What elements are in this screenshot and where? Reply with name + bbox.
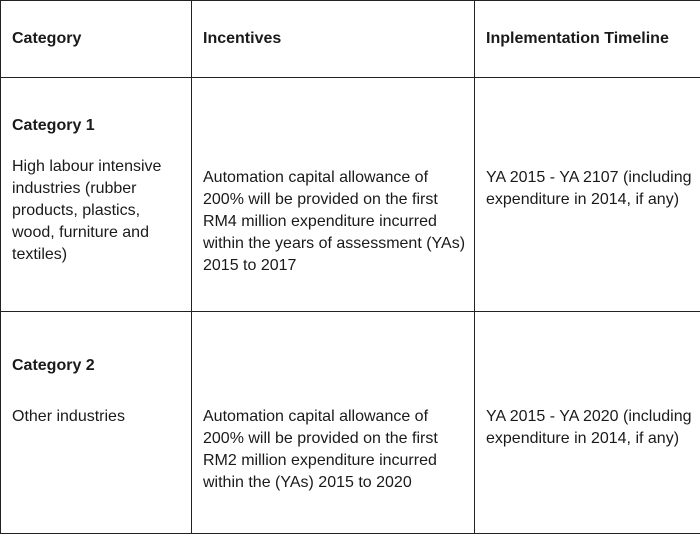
header-incentives: Incentives <box>192 1 475 78</box>
category-description: Other industries <box>12 406 185 428</box>
incentive-cell <box>192 78 475 312</box>
incentive-text: Automation capital allowance of 200% will be provided on the first RM2 million expenditure incurred within the (YAs) 2015 to 2020 <box>203 406 468 494</box>
category-label: Category 1 <box>12 115 185 137</box>
incentive-cell <box>192 312 475 534</box>
incentive-text: Automation capital allowance of 200% will be provided on the first RM4 million expenditure incurred within the years of assessment (YAs) 2015 to 2017 <box>203 167 468 277</box>
timeline-text: YA 2015 - YA 2107 (including expenditure in 2014, if any) <box>486 167 694 211</box>
category-label: Category 2 <box>12 355 185 377</box>
header-timeline: Inplementation Timeline <box>475 1 700 78</box>
timeline-cell <box>475 312 700 534</box>
timeline-text: YA 2015 - YA 2020 (including expenditure in 2014, if any) <box>486 406 694 450</box>
timeline-cell <box>475 78 700 312</box>
category-cell <box>1 78 192 312</box>
category-description: High labour intensive industries (rubber products, plastics, wood, furniture and textiles) <box>12 156 185 266</box>
table-row <box>1 312 700 534</box>
table-row <box>1 78 700 312</box>
table-header-row <box>1 1 700 78</box>
category-cell <box>1 312 192 534</box>
header-category: Category <box>1 1 192 78</box>
